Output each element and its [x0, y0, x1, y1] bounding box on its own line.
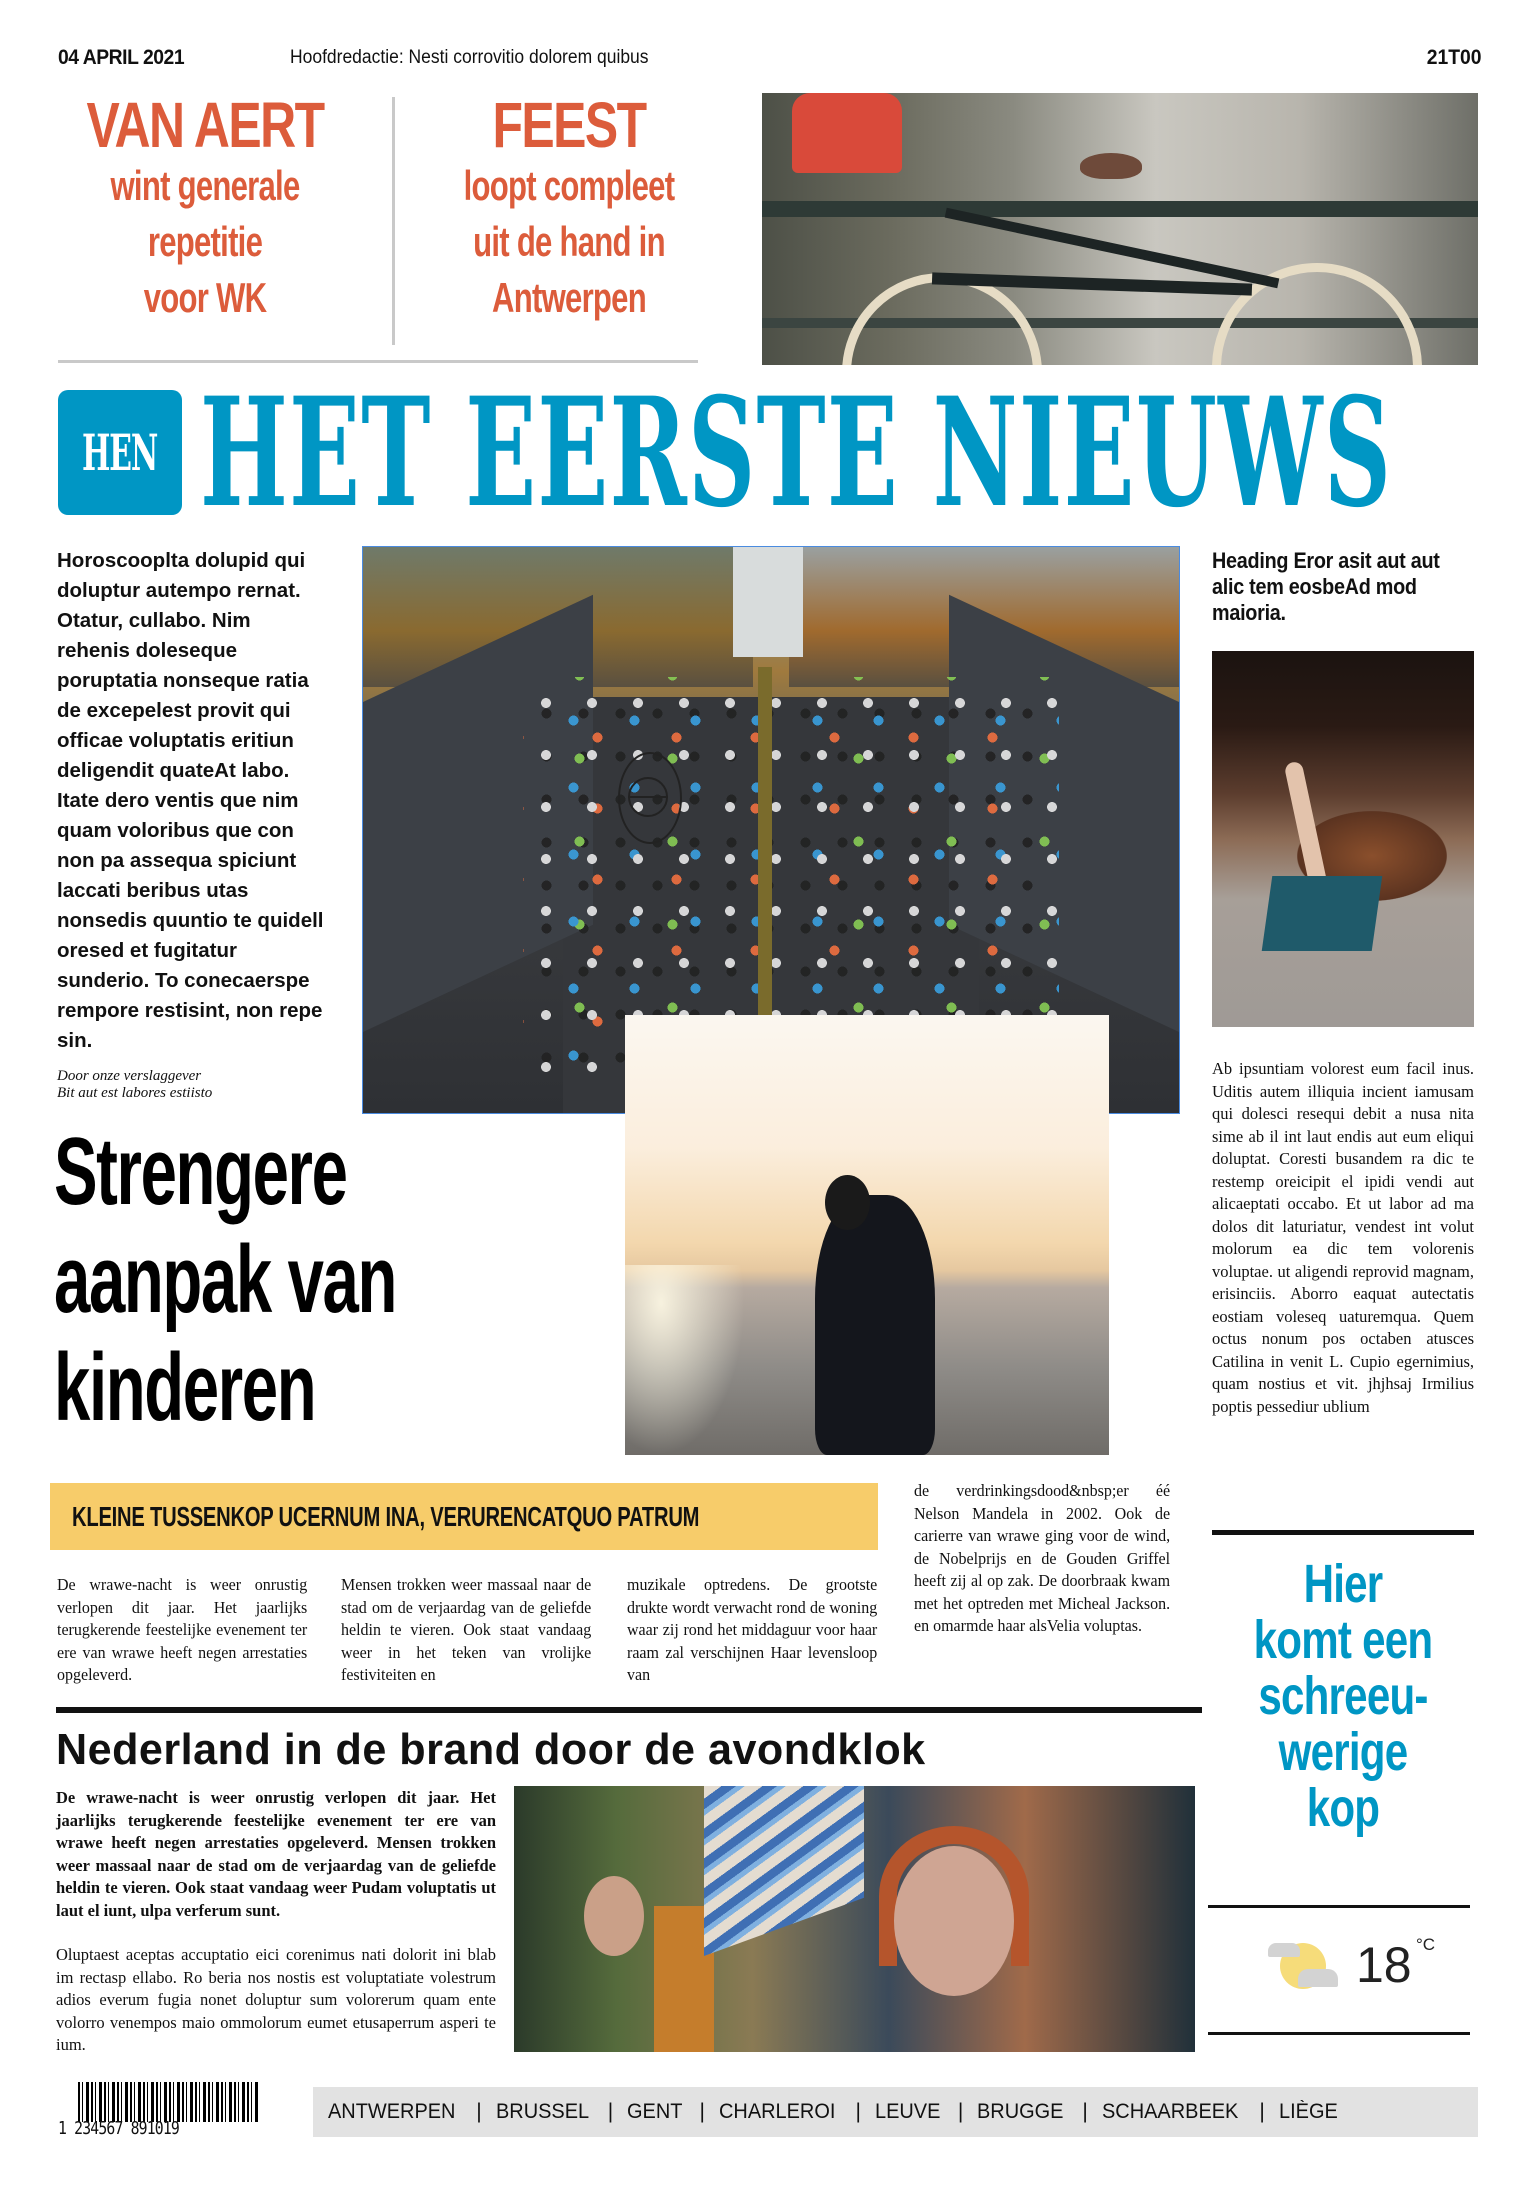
barcode-number: 1 234567 891019 — [58, 2118, 180, 2139]
subheading-banner — [50, 1483, 878, 1550]
city-link[interactable]: CHARLEROI — [718, 2100, 836, 2123]
photo-car-shape — [792, 93, 902, 173]
second-story-lede: De wrawe-nacht is weer onrustig verlopen dit jaar. Het jaarlijks terugkerende feestelijke evenement ter ere van wrawe heeft negen arrestaties opgeleverd. Mensen trokken weer massaal naar de stad om de verjaardag van de geliefde heldin te vieren. Ook staat vandaag weer Pudam voluptatis ut laut el iunt, ulpa verferum sunt. — [56, 1788, 496, 1920]
barcode — [58, 2082, 288, 2138]
issue-date: 04 APRIL 2021 — [58, 46, 185, 69]
city-link[interactable]: SCHAARBEEK — [1101, 2100, 1239, 2123]
teaser-van-aert[interactable] — [40, 89, 370, 326]
sidebar-rule — [1212, 1530, 1474, 1535]
teaser-subline: wint generale — [110, 162, 300, 209]
teaser-divider — [392, 97, 395, 345]
city-navigation — [313, 2087, 1478, 2137]
article-column: de verdrinkingsdood&nbsp;er éé Nelson Mandela in 2002. Ook de carierre van wrawe ging voor de wind, de Nobelprijs en de Gouden Griffel heeft zij al op zak. De doorbraak kwam met het optreden met Micheal Jackson. en omarmde haar alsVelia voluptas. — [914, 1481, 1171, 1635]
teaser-feest[interactable] — [404, 89, 734, 326]
city-link[interactable]: LEUVE — [874, 2100, 941, 2123]
city-separator: | — [607, 2100, 614, 2123]
teaser-subline: loopt compleet — [463, 162, 675, 209]
article-column: Mensen trokken weer massaal naar de stad om de verjaardag van de geliefde heldin te vieren. Ook staat vandaag weer in het teken van vrolijke festiviteiten en — [341, 1575, 592, 1684]
shout-headline — [1208, 1556, 1478, 1836]
photo-person-shape — [584, 1876, 644, 1956]
photo-sunlight-shape — [625, 1265, 745, 1455]
teaser-headline: FEEST — [492, 89, 646, 161]
weather-widget — [1268, 1935, 1468, 2005]
photo-sign-shape — [704, 1786, 864, 1956]
photo-head-shape — [825, 1175, 870, 1230]
city-link[interactable]: ANTWERPEN — [328, 2100, 456, 2123]
city-separator: | — [699, 2100, 705, 2123]
photo-face-shape — [894, 1846, 1014, 1996]
photo-box-shape — [1262, 876, 1383, 951]
editor-credit: Hoofdredactie: Nesti corrovitio dolorem quibus — [290, 47, 649, 68]
main-headline-line: Strengere — [54, 1118, 347, 1225]
intro-text: Horoscooplta dolupid qui doluptur autempo rernat. Otatur, cullabo. Nim rehenis doleseque poruptatia nonseque ratia de excepelest provit qui officae voluptatis eritiun deligendit quateAt labo. Itate dero ventis que nim quam voloribus que con non pa assequa spiciunt laccati beribus utas nonsedis quuntio te quidell oresed et fugitatur sunderio. To conecaerspe rempore restisint, non repe sin. — [57, 549, 324, 1052]
temperature-value: 18 — [1356, 1937, 1412, 1993]
protest-photo — [514, 1786, 1195, 2052]
shout-line: werige — [1278, 1722, 1408, 1782]
barcode-bars-icon — [78, 2082, 258, 2122]
city-link[interactable]: LIÈGE — [1278, 2100, 1338, 2123]
cloud-icon — [1298, 1969, 1338, 1987]
edition-code: 21T00 — [1427, 46, 1482, 69]
main-headline-line: aanpak van — [54, 1226, 396, 1333]
photo-person-shape — [815, 1195, 935, 1455]
shout-line: schreeu- — [1258, 1666, 1428, 1726]
subheading-text: KLEINE TUSSENKOP UCERNUM INA, VERURENCATQUO PATRUM — [72, 1500, 700, 1532]
city-separator: | — [476, 2100, 482, 2123]
teaser-bottom-rule — [58, 360, 698, 363]
main-headline — [54, 1118, 435, 1442]
sidebar-body: Ab ipsuntiam volorest eum facil inus. Uditis autem illiquia incient iamusam qui dolesci resequi debit a nusa nita sime ab il int laut endis aut eum eliqui doluptat. Coresti busandem ra dic te restemp oreicipit el ipidi vendi aut alicaeptati occabo. Et ut labor ad ma dolos dit laturiatur, vendest int volut molorum ea dic tem volorenis voluptae. ut aligendi reprovid magnam, erisinciis. Aborro eaquat autectatis eostiam voleseq uaturemqua. Quem octus nonum pos octaben atusces Catilina in venit L. Cupio egernimius, quam nostius et vit. jhjhsaj Irmilius poptis pessediur ublium — [1212, 1059, 1474, 1416]
byline-note: Bit aut est labores estiisto — [57, 1085, 213, 1101]
photo-runners-shape — [523, 677, 1059, 1073]
city-link[interactable]: BRUSSEL — [495, 2100, 589, 2123]
sidebar-heading: Heading Eror asit aut aut alic tem eosbeAd mod maioria. — [1212, 548, 1440, 625]
weather-top-rule — [1208, 1905, 1470, 1908]
shout-line: Hier — [1303, 1554, 1383, 1614]
second-story-body: Oluptaest aceptas accuptatio eici corenimus nati dolorit ini blab im rectasp ellabo. Ro beria nos nostis est voluptatiate volestrum adios everum fugia nonet doluptur sum volorerum quam ente volorro venempos maio ommolorum eumet etusaperrum asperi te ium. — [56, 1945, 496, 2054]
temperature-unit: °C — [1416, 1935, 1436, 1954]
newspaper-logo[interactable] — [58, 390, 182, 515]
food-photo — [1212, 651, 1474, 1027]
city-separator: | — [957, 2100, 964, 2123]
sea-sunset-photo — [625, 1015, 1109, 1455]
byline — [57, 1068, 337, 1102]
shout-line: kop — [1306, 1778, 1380, 1838]
city-separator: | — [855, 2100, 861, 2123]
city-separator: | — [1082, 2100, 1088, 2123]
photo-saddle-shape — [1080, 153, 1142, 179]
city-link[interactable]: GENT — [627, 2100, 683, 2123]
shout-line: komt een — [1253, 1610, 1433, 1670]
article-column: De wrawe-nacht is weer onrustig verlopen dit jaar. Het jaarlijks terugkerende feestelijke evenement ter ere van wrawe heeft negen arrestaties opgeleverd. — [57, 1575, 308, 1684]
section-rule — [56, 1707, 1202, 1713]
teaser-subline: uit de hand in — [473, 218, 665, 265]
teaser-subline: repetitie — [147, 218, 263, 265]
teaser-subline: Antwerpen — [492, 274, 646, 321]
byline-author: Door onze verslaggever — [57, 1068, 202, 1084]
newspaper-title: HET EERSTE NIEUWS — [200, 365, 1393, 541]
city-separator: | — [1259, 2100, 1265, 2123]
main-headline-line: kinderen — [54, 1334, 316, 1441]
content-grabber-line-icon — [628, 796, 668, 798]
photo-rail-shape — [762, 201, 1478, 217]
weather-bottom-rule — [1208, 2032, 1470, 2035]
photo-sky-shape — [733, 547, 803, 657]
bicycle-canal-photo — [762, 93, 1478, 365]
cloud-icon — [1268, 1943, 1300, 1957]
second-headline: Nederland in de brand door de avondklok — [56, 1725, 926, 1774]
logo-text: HEN — [82, 423, 158, 482]
teaser-headline: VAN AERT — [86, 89, 324, 161]
teaser-subline: voor WK — [143, 274, 267, 321]
city-link[interactable]: BRUGGE — [977, 2100, 1064, 2123]
article-column: muzikale optredens. De grootste drukte wordt verwacht rond de woning waar zij rond het middaguur voor haar raam zal verschijnen Haar levensloop van — [627, 1575, 878, 1684]
